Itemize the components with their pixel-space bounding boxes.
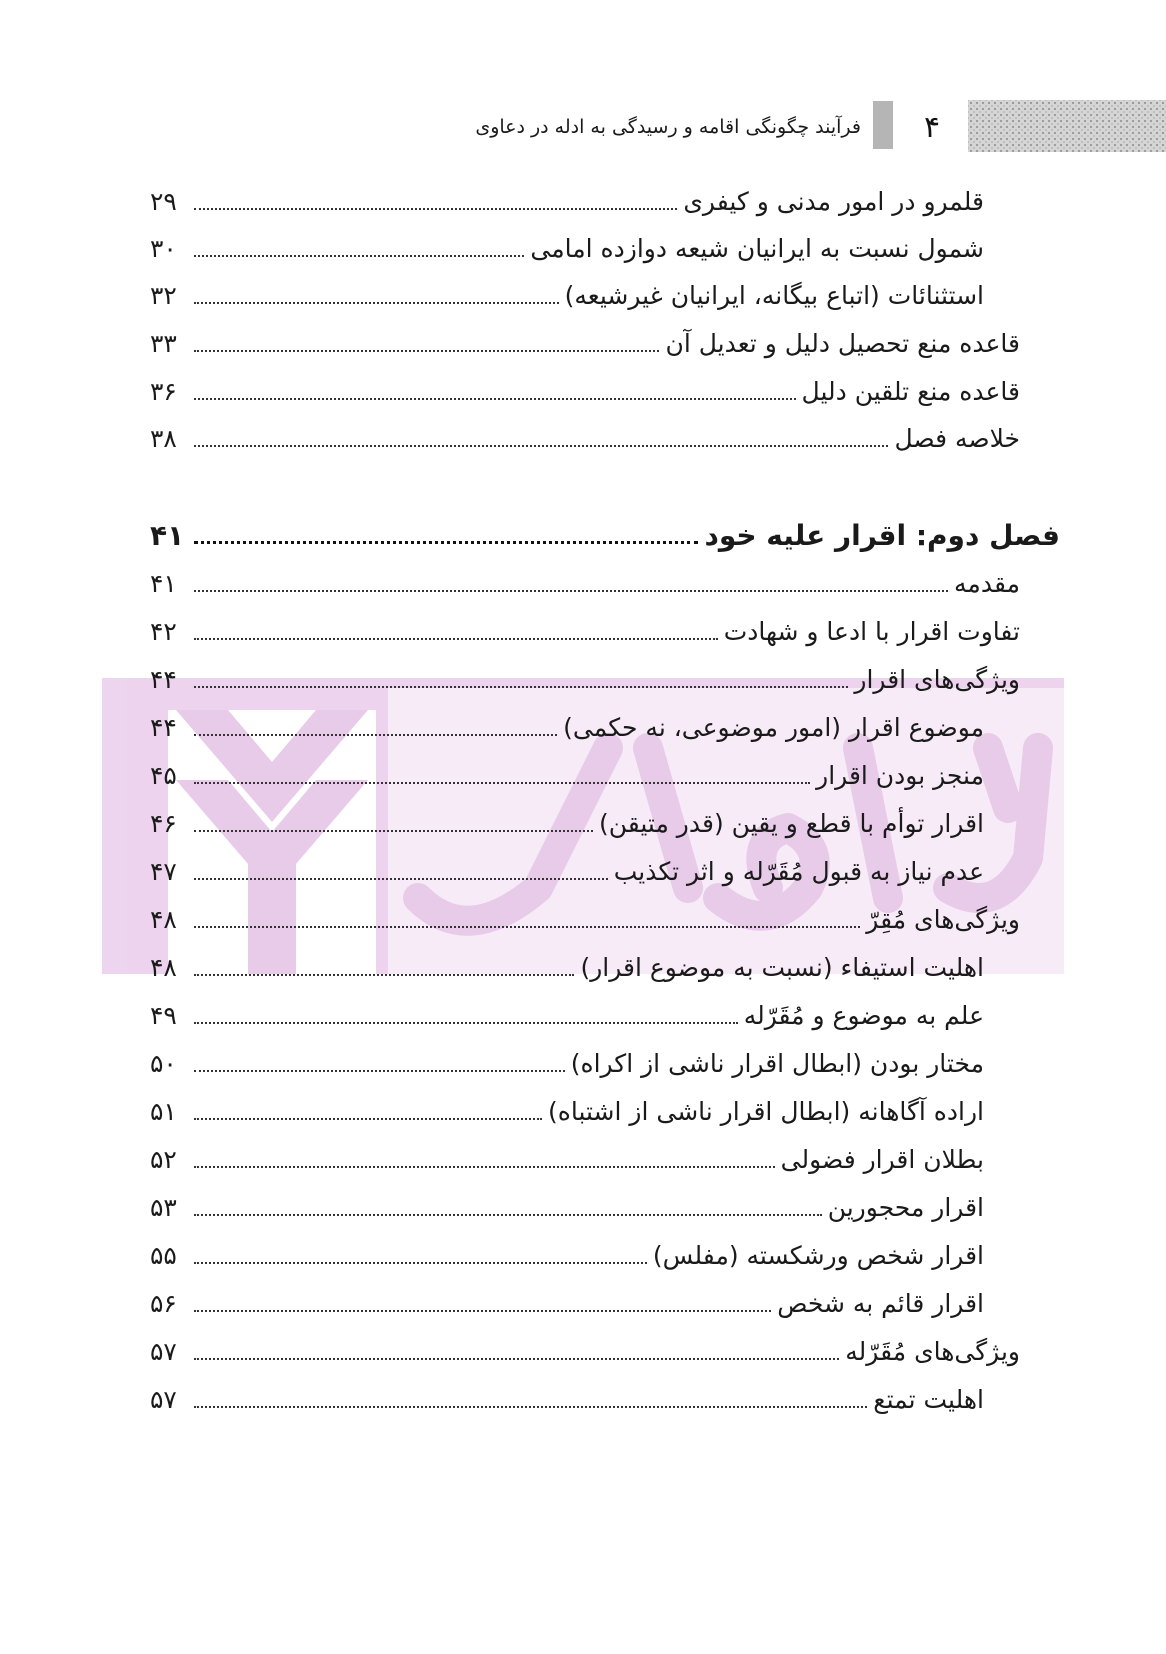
dot-leader — [194, 1022, 738, 1024]
dot-leader — [194, 734, 557, 736]
toc-entry-page: ۵۰ — [150, 1049, 177, 1078]
dot-leader — [194, 1262, 647, 1264]
toc-entry-page: ۴۵ — [150, 761, 177, 790]
dot-leader — [194, 926, 860, 928]
dot-leader — [194, 878, 608, 880]
toc-entry — [150, 656, 1020, 700]
toc-entry — [150, 704, 1020, 748]
dot-leader — [194, 398, 796, 400]
toc-entry — [150, 1376, 1020, 1420]
dot-leader — [194, 590, 948, 592]
toc-entry-title: اقرار محجورین — [827, 1193, 984, 1222]
toc-entry-title: اقرار شخص ورشکسته (مفلس) — [652, 1241, 984, 1270]
toc-entry-title: خلاصه فصل — [894, 424, 1020, 453]
toc-entry-page: ۵۲ — [150, 1145, 177, 1174]
toc-entry-title: عدم نیاز به قبول مُقَرّله و اثر تکذیب — [613, 857, 984, 886]
toc-entry-page: ۵۶ — [150, 1289, 177, 1318]
toc-entry-page: ۳۶ — [150, 377, 177, 406]
toc-entry-page: ۴۹ — [150, 1001, 177, 1030]
dot-leader — [194, 541, 698, 544]
toc-entry-page: ۵۳ — [150, 1193, 177, 1222]
toc-entry-page: ۲۹ — [150, 187, 177, 216]
toc-chapter-page: ۴۱ — [150, 519, 185, 552]
toc-entry — [150, 992, 1020, 1036]
toc-entry-page: ۴۷ — [150, 857, 177, 886]
toc-entry-page: ۵۵ — [150, 1241, 177, 1270]
toc-entry — [150, 415, 1020, 459]
toc-entry-title: علم به موضوع و مُقَرّله — [743, 1001, 984, 1030]
toc-entry-title: اقرار قائم به شخص — [777, 1289, 984, 1318]
toc-entry-title: مقدمه — [954, 569, 1020, 598]
dot-leader — [194, 350, 659, 352]
dot-leader — [194, 830, 593, 832]
toc-entry-page: ۴۱ — [150, 569, 177, 598]
toc-entry-page: ۴۴ — [150, 665, 177, 694]
toc-entry-page: ۴۲ — [150, 617, 177, 646]
toc-entry-page: ۴۴ — [150, 713, 177, 742]
toc-entry — [150, 1280, 1020, 1324]
toc-entry-title: منجز بودن اقرار — [816, 761, 984, 790]
dot-leader — [194, 638, 718, 640]
toc-entry — [150, 368, 1020, 412]
toc-entry-page: ۵۷ — [150, 1337, 177, 1366]
toc-entry-page: ۴۸ — [150, 905, 177, 934]
toc-entry — [150, 800, 1020, 844]
toc-entry-title: اهلیت تمتع — [873, 1385, 984, 1414]
toc-entry-page: ۵۱ — [150, 1097, 177, 1126]
toc-entry-title: شمول نسبت به ایرانیان شیعه دوازده امامی — [530, 234, 984, 263]
toc-entry-page: ۳۲ — [150, 281, 177, 310]
toc-entry-page: ۳۳ — [150, 329, 177, 358]
toc-entry-title: قاعده منع تحصیل دلیل و تعدیل آن — [665, 329, 1020, 358]
toc-entry-title: اقرار توأم با قطع و یقین (قدر متیقن) — [598, 809, 984, 838]
dot-leader — [194, 974, 574, 976]
toc-entry-title: قاعده منع تلقین دلیل — [801, 377, 1020, 406]
dot-leader — [194, 782, 810, 784]
toc-entry — [150, 272, 1020, 316]
toc-entry — [150, 944, 1020, 988]
toc-entry-title: ویژگی‌های مُقَرّله — [845, 1337, 1020, 1366]
dot-leader — [194, 208, 677, 210]
dot-leader — [194, 1214, 822, 1216]
dot-leader — [194, 1310, 771, 1312]
toc-entry — [150, 1136, 1020, 1180]
toc-entry-page: ۵۷ — [150, 1385, 177, 1414]
toc-entry — [150, 1088, 1020, 1132]
toc-entry-title: موضوع اقرار (امور موضوعی، نه حکمی) — [563, 713, 984, 742]
toc-entry-title: تفاوت اقرار با ادعا و شهادت — [723, 617, 1020, 646]
toc-entry-title: اهلیت استیفاء (نسبت به موضوع اقرار) — [580, 953, 984, 982]
header-divider-bar — [873, 101, 893, 149]
toc-entry-title: بطلان اقرار فضولی — [780, 1145, 984, 1174]
dot-leader — [194, 686, 848, 688]
toc-entry — [150, 1184, 1020, 1228]
toc-entry — [150, 178, 1020, 222]
dot-leader — [194, 1070, 565, 1072]
toc-entry-page: ۴۸ — [150, 953, 177, 982]
toc-entry-page: ۴۶ — [150, 809, 177, 838]
dot-leader — [194, 302, 559, 304]
toc-entry — [150, 848, 1020, 892]
toc-chapter-title: فصل دوم: اقرار علیه خود — [704, 519, 1060, 552]
toc-entry-title: مختار بودن (ابطال اقرار ناشی از اکراه) — [570, 1049, 984, 1078]
page-number: ۴ — [923, 110, 941, 145]
running-header-title: فرآیند چگونگی اقامه و رسیدگی به ادله در دعاوی — [475, 116, 861, 138]
dot-leader — [194, 255, 524, 257]
toc-entry — [150, 608, 1020, 652]
toc-entry — [150, 225, 1020, 269]
dot-leader — [194, 445, 888, 447]
toc-chapter-heading — [150, 512, 1060, 556]
toc-entry-page: ۳۸ — [150, 424, 177, 453]
toc-entry-title: ویژگی‌های مُقِرّ — [866, 905, 1020, 934]
dot-leader — [194, 1406, 867, 1408]
toc-entry-page: ۳۰ — [150, 234, 177, 263]
toc-entry — [150, 1232, 1020, 1276]
toc-entry — [150, 560, 1020, 604]
toc-entry — [150, 320, 1020, 364]
dot-leader — [194, 1358, 839, 1360]
toc-entry-title: قلمرو در امور مدنی و کیفری — [683, 187, 984, 216]
toc-entry — [150, 752, 1020, 796]
dot-leader — [194, 1118, 542, 1120]
toc-entry-title: استثنائات (اتباع بیگانه، ایرانیان غیرشیعه) — [564, 281, 984, 310]
header-pattern-decoration — [968, 100, 1166, 152]
toc-entry — [150, 1040, 1020, 1084]
toc-entry-title: ویژگی‌های اقرار — [854, 665, 1020, 694]
toc-entry — [150, 1328, 1020, 1372]
toc-entry — [150, 896, 1020, 940]
dot-leader — [194, 1166, 775, 1168]
toc-entry-title: اراده آگاهانه (ابطال اقرار ناشی از اشتباه) — [548, 1097, 984, 1126]
